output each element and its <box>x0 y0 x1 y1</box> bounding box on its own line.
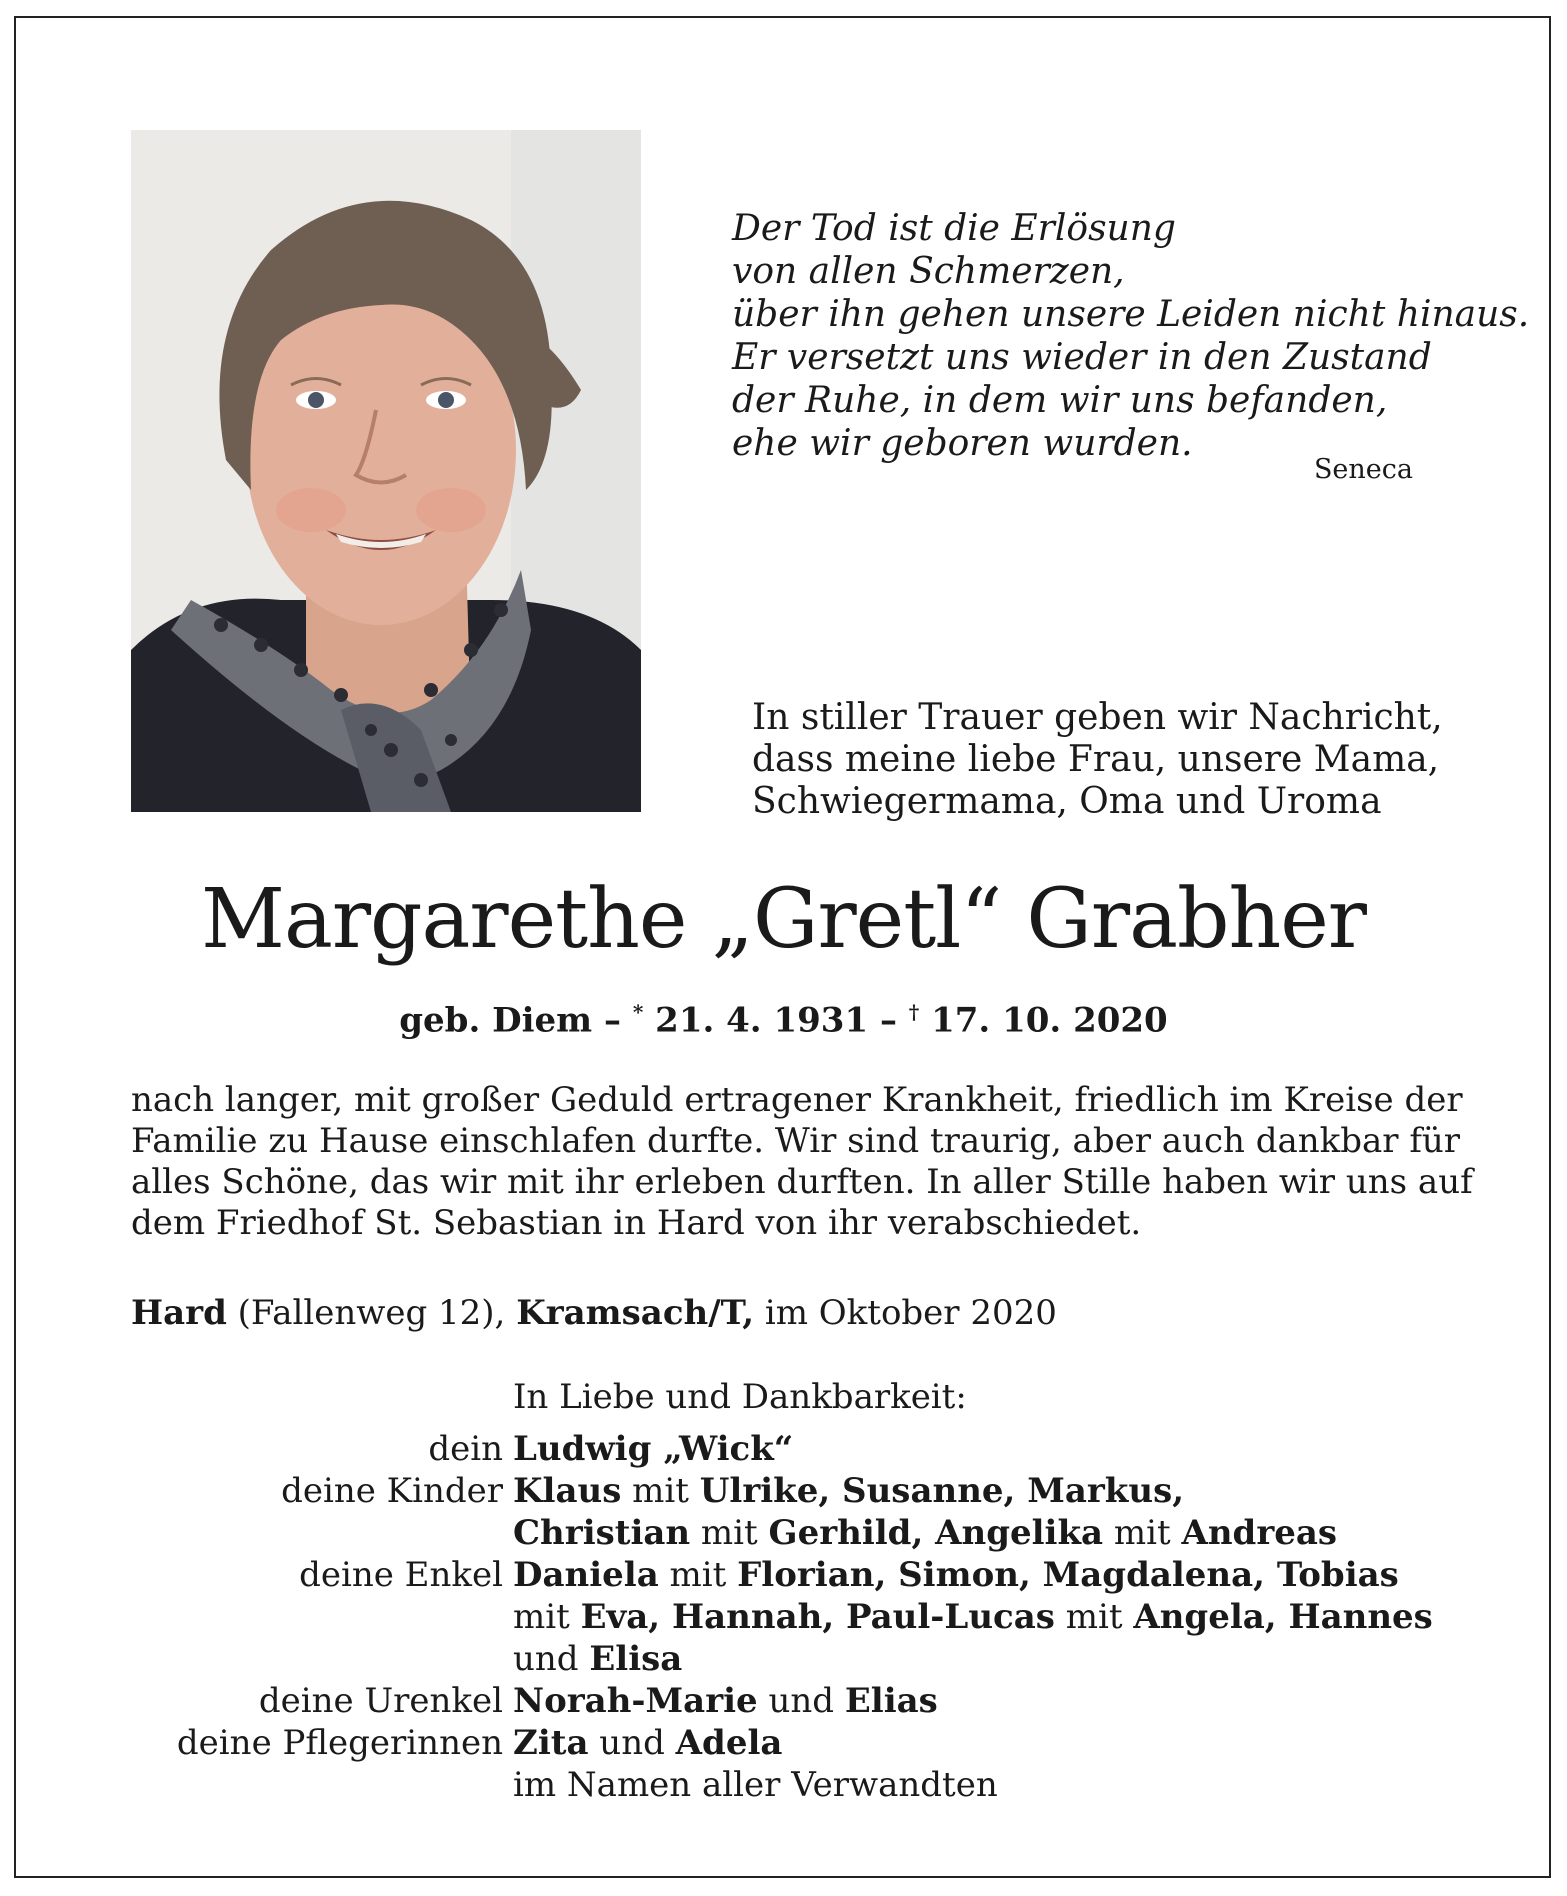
mourner-relation: dein <box>428 1429 503 1469</box>
mourner-names <box>513 1512 1471 1554</box>
death-symbol: † <box>908 1000 920 1024</box>
mourner-relation <box>131 1764 513 1806</box>
mourner-name: Christian <box>513 1513 691 1553</box>
mourner-relation <box>131 1596 513 1638</box>
birth-symbol: * <box>632 1000 644 1024</box>
mourner-name: Gerhild, Angelika <box>768 1513 1104 1553</box>
mourners-list <box>131 1428 1471 1806</box>
birth-date: 21. 4. 1931 <box>655 1000 869 1041</box>
mourner-name: Angela, Hannes <box>1133 1597 1433 1637</box>
mourner-row <box>131 1722 1471 1764</box>
place-and-date <box>131 1293 1057 1333</box>
intro-line: Schwiegermama, Oma und Uroma <box>752 781 1382 822</box>
mourner-connector: mit <box>1103 1513 1182 1553</box>
mourner-relation: deine Enkel <box>299 1555 503 1595</box>
mourner-name: Zita <box>513 1723 589 1763</box>
mourner-name: Ludwig „Wick“ <box>513 1429 794 1469</box>
mourner-connector: mit <box>621 1471 700 1511</box>
intro-line: dass meine liebe Frau, unsere Mama, <box>752 739 1440 780</box>
mourner-name: Florian, Simon, Magdalena, Tobias <box>737 1555 1399 1595</box>
body-line: dem Friedhof St. Sebastian in Hard von ihr verabschiedet. <box>131 1203 1142 1243</box>
mourner-names <box>513 1722 1471 1764</box>
mourner-row <box>131 1512 1471 1554</box>
mourner-names <box>513 1638 1471 1680</box>
portrait-photo <box>131 130 641 812</box>
mourner-names <box>513 1596 1471 1638</box>
body-line: nach langer, mit großer Geduld ertragener Krankheit, friedlich im Kreise der <box>131 1080 1463 1120</box>
mourner-names <box>513 1764 1471 1806</box>
mourner-name: Adela <box>675 1723 783 1763</box>
mourner-connector: mit <box>513 1597 581 1637</box>
mourner-connector: und <box>588 1723 676 1763</box>
quote-line: ehe wir geboren wurden. <box>732 423 1193 464</box>
quote-line: über ihn gehen unsere Leiden nicht hinaus. <box>732 294 1530 335</box>
mourner-row <box>131 1428 1471 1470</box>
birth-name: geb. Diem <box>399 1000 593 1041</box>
mourner-connector: im Namen aller Verwandten <box>513 1765 998 1805</box>
mourner-row <box>131 1596 1471 1638</box>
mourner-relation <box>131 1638 513 1680</box>
mourner-row <box>131 1470 1471 1512</box>
intro-text <box>752 697 1452 823</box>
place-city-2: Kramsach/T, <box>516 1293 755 1333</box>
mourner-name: Daniela <box>513 1555 659 1595</box>
mourner-names <box>513 1680 1471 1722</box>
mourner-connector: und <box>513 1639 590 1679</box>
separator: – <box>592 1000 633 1041</box>
quote-author: Seneca <box>1313 454 1413 485</box>
mourner-name: Elias <box>844 1681 938 1721</box>
place-date: im Oktober 2020 <box>754 1293 1057 1333</box>
quote-line: der Ruhe, in dem wir uns befanden, <box>732 380 1388 421</box>
separator: – <box>868 1000 909 1041</box>
quote-block <box>732 207 1530 465</box>
place-address: (Fallenweg 12), <box>226 1293 517 1333</box>
mourner-relation: deine Kinder <box>281 1471 503 1511</box>
mourner-name: Ulrike, Susanne, Markus, <box>699 1471 1185 1511</box>
mourner-connector: mit <box>658 1555 738 1595</box>
death-date: 17. 10. 2020 <box>931 1000 1168 1041</box>
mourner-connector: und <box>757 1681 845 1721</box>
mourner-name: Klaus <box>513 1471 622 1511</box>
mourner-names <box>513 1470 1471 1512</box>
mourner-row <box>131 1554 1471 1596</box>
mourner-relation <box>131 1512 513 1554</box>
mourner-name: Norah-Marie <box>513 1681 758 1721</box>
mourner-row <box>131 1638 1471 1680</box>
deceased-name: Margarethe „Gretl“ Grabher <box>200 872 1366 967</box>
announcement-body <box>131 1080 1473 1244</box>
mourner-row <box>131 1680 1471 1722</box>
body-line: Familie zu Hause einschlafen durfte. Wir sind traurig, aber auch dankbar für <box>131 1121 1461 1161</box>
place-city: Hard <box>131 1293 227 1333</box>
mourner-name: Andreas <box>1181 1513 1338 1553</box>
mourner-name: Eva, Hannah, Paul-Lucas <box>580 1597 1055 1637</box>
life-dates <box>0 1000 1567 1040</box>
mourner-relation: deine Pflegerinnen <box>176 1723 503 1763</box>
quote-line: Der Tod ist die Erlösung <box>732 208 1176 249</box>
quote-line: Er versetzt uns wieder in den Zustand <box>732 337 1432 378</box>
mourner-connector: mit <box>690 1513 769 1553</box>
mourner-connector: mit <box>1054 1597 1134 1637</box>
mourner-name: Elisa <box>589 1639 683 1679</box>
mourner-row <box>131 1764 1471 1806</box>
body-line: alles Schöne, das wir mit ihr erleben durften. In aller Stille haben wir uns auf <box>131 1162 1473 1202</box>
thanks-heading: In Liebe und Dankbarkeit: <box>513 1377 967 1417</box>
mourner-relation: deine Urenkel <box>258 1681 503 1721</box>
mourner-names <box>513 1428 1471 1470</box>
mourner-names <box>513 1554 1471 1596</box>
quote-line: von allen Schmerzen, <box>732 251 1125 292</box>
intro-line: In stiller Trauer geben wir Nachricht, <box>752 697 1443 738</box>
